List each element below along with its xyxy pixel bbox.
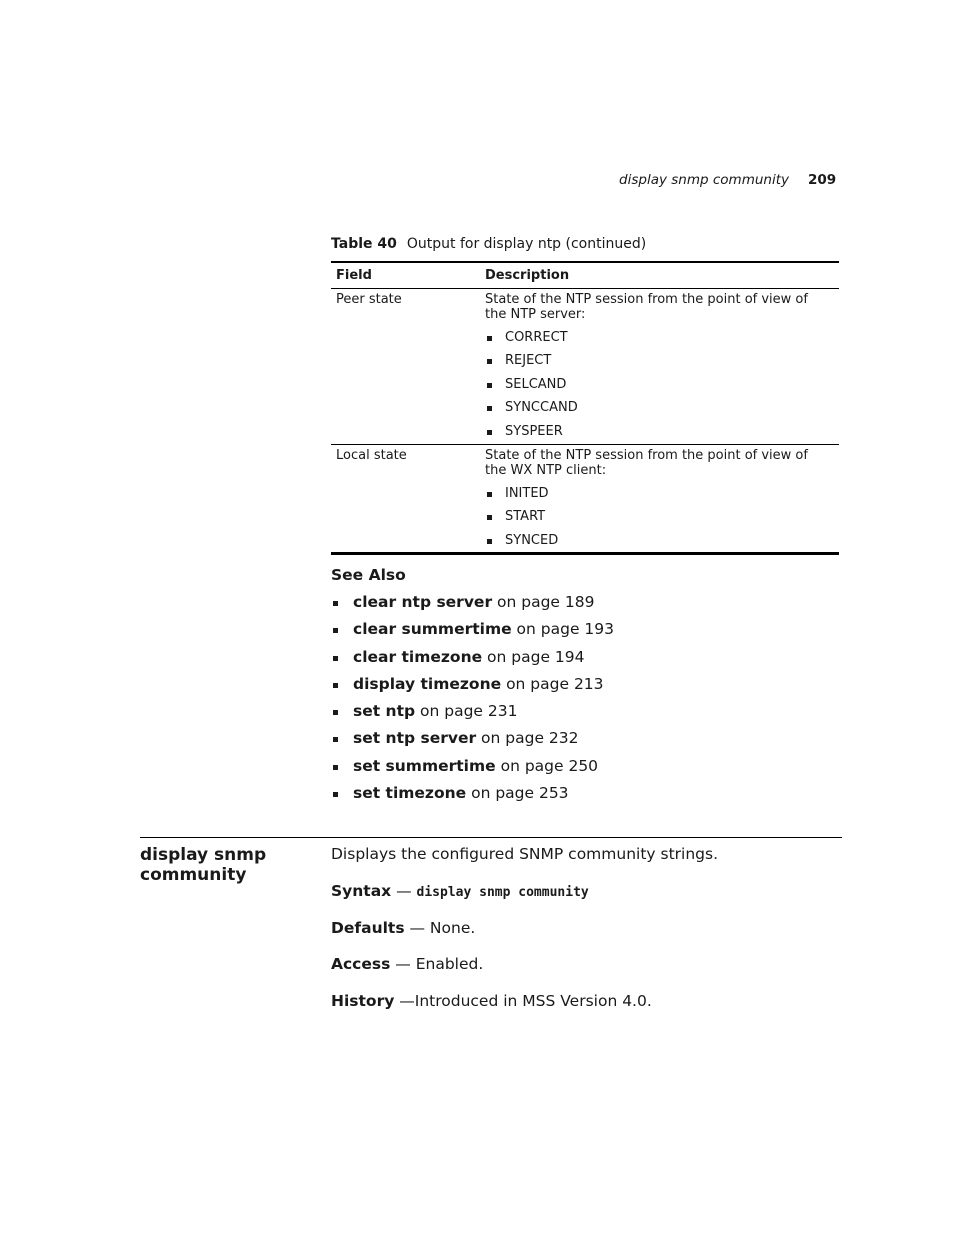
row-field: Local state [336,448,407,463]
table-caption-label: Table 40 [331,236,397,252]
syntax-separator: — [391,882,417,900]
running-header-title: display snmp community [619,172,789,188]
list-item: SYSPEER [485,420,833,443]
section-description: Displays the configured SNMP community strings. [331,845,719,863]
page-reference: on page 189 [492,593,595,611]
column-header-description: Description [485,268,570,283]
see-also-item [331,727,614,754]
syntax-line [331,882,589,900]
see-also-link[interactable]: display timezone [353,674,502,693]
see-also-item [331,591,614,618]
access-value: — Enabled. [390,955,484,973]
page-reference: on page 253 [466,784,569,803]
page-reference: on page 213 [501,674,604,693]
page-reference: on page 194 [482,647,585,666]
see-also-item [331,755,614,782]
see-also-link[interactable]: set ntp [353,702,416,721]
table-row [331,289,839,444]
page-reference: on page 250 [495,756,599,775]
history-value: —Introduced in MSS Version 4.0. [394,992,652,1010]
see-also-item [331,673,614,700]
see-also-item [331,700,614,727]
row-field: Peer state [336,292,402,307]
list-item: SYNCED [485,529,833,552]
access-label: Access [331,955,391,973]
see-also-item [331,782,614,809]
page-number: 209 [808,172,837,188]
table-row [331,444,839,552]
page-reference: on page 193 [511,620,615,639]
history-label: History [331,992,395,1010]
list-item: START [485,505,833,528]
table-header-row [331,263,839,289]
section-title-line: community [140,865,247,885]
column-header-field: Field [336,268,372,283]
section-title [140,845,310,885]
see-also-item [331,646,614,673]
see-also-link[interactable]: clear timezone [353,647,483,666]
list-item: SELCAND [485,373,833,396]
section-title-line: display snmp [140,845,267,865]
list-item: REJECT [485,349,833,372]
section-divider [140,837,842,838]
option-list [485,482,833,552]
see-also-link[interactable]: clear summertime [353,620,512,639]
see-also-list [331,591,614,809]
history-line [331,992,652,1010]
defaults-line [331,919,475,937]
page-reference: on page 231 [415,702,518,721]
syntax-command: display snmp community [416,885,589,900]
list-item: INITED [485,482,833,505]
option-list [485,326,833,443]
see-also-item [331,618,614,645]
row-description: State of the NTP session from the point of view of the NTP server: [485,292,808,322]
see-also-link[interactable]: set ntp server [353,729,477,748]
list-item: CORRECT [485,326,833,349]
see-also-link[interactable]: clear ntp server [353,593,493,611]
see-also-link[interactable]: set timezone [353,784,467,803]
syntax-label: Syntax [331,882,392,900]
list-item: SYNCCAND [485,396,833,419]
ntp-output-table [331,261,839,555]
page-reference: on page 232 [476,729,579,748]
defaults-label: Defaults [331,919,405,937]
see-also-link[interactable]: set summertime [353,756,496,775]
table-caption [331,236,646,252]
row-description: State of the NTP session from the point of view of the WX NTP client: [485,448,808,478]
table-caption-text: Output for display ntp (continued) [406,236,647,252]
access-line [331,955,483,973]
defaults-value: — None. [404,919,476,937]
see-also-heading: See Also [331,566,406,584]
